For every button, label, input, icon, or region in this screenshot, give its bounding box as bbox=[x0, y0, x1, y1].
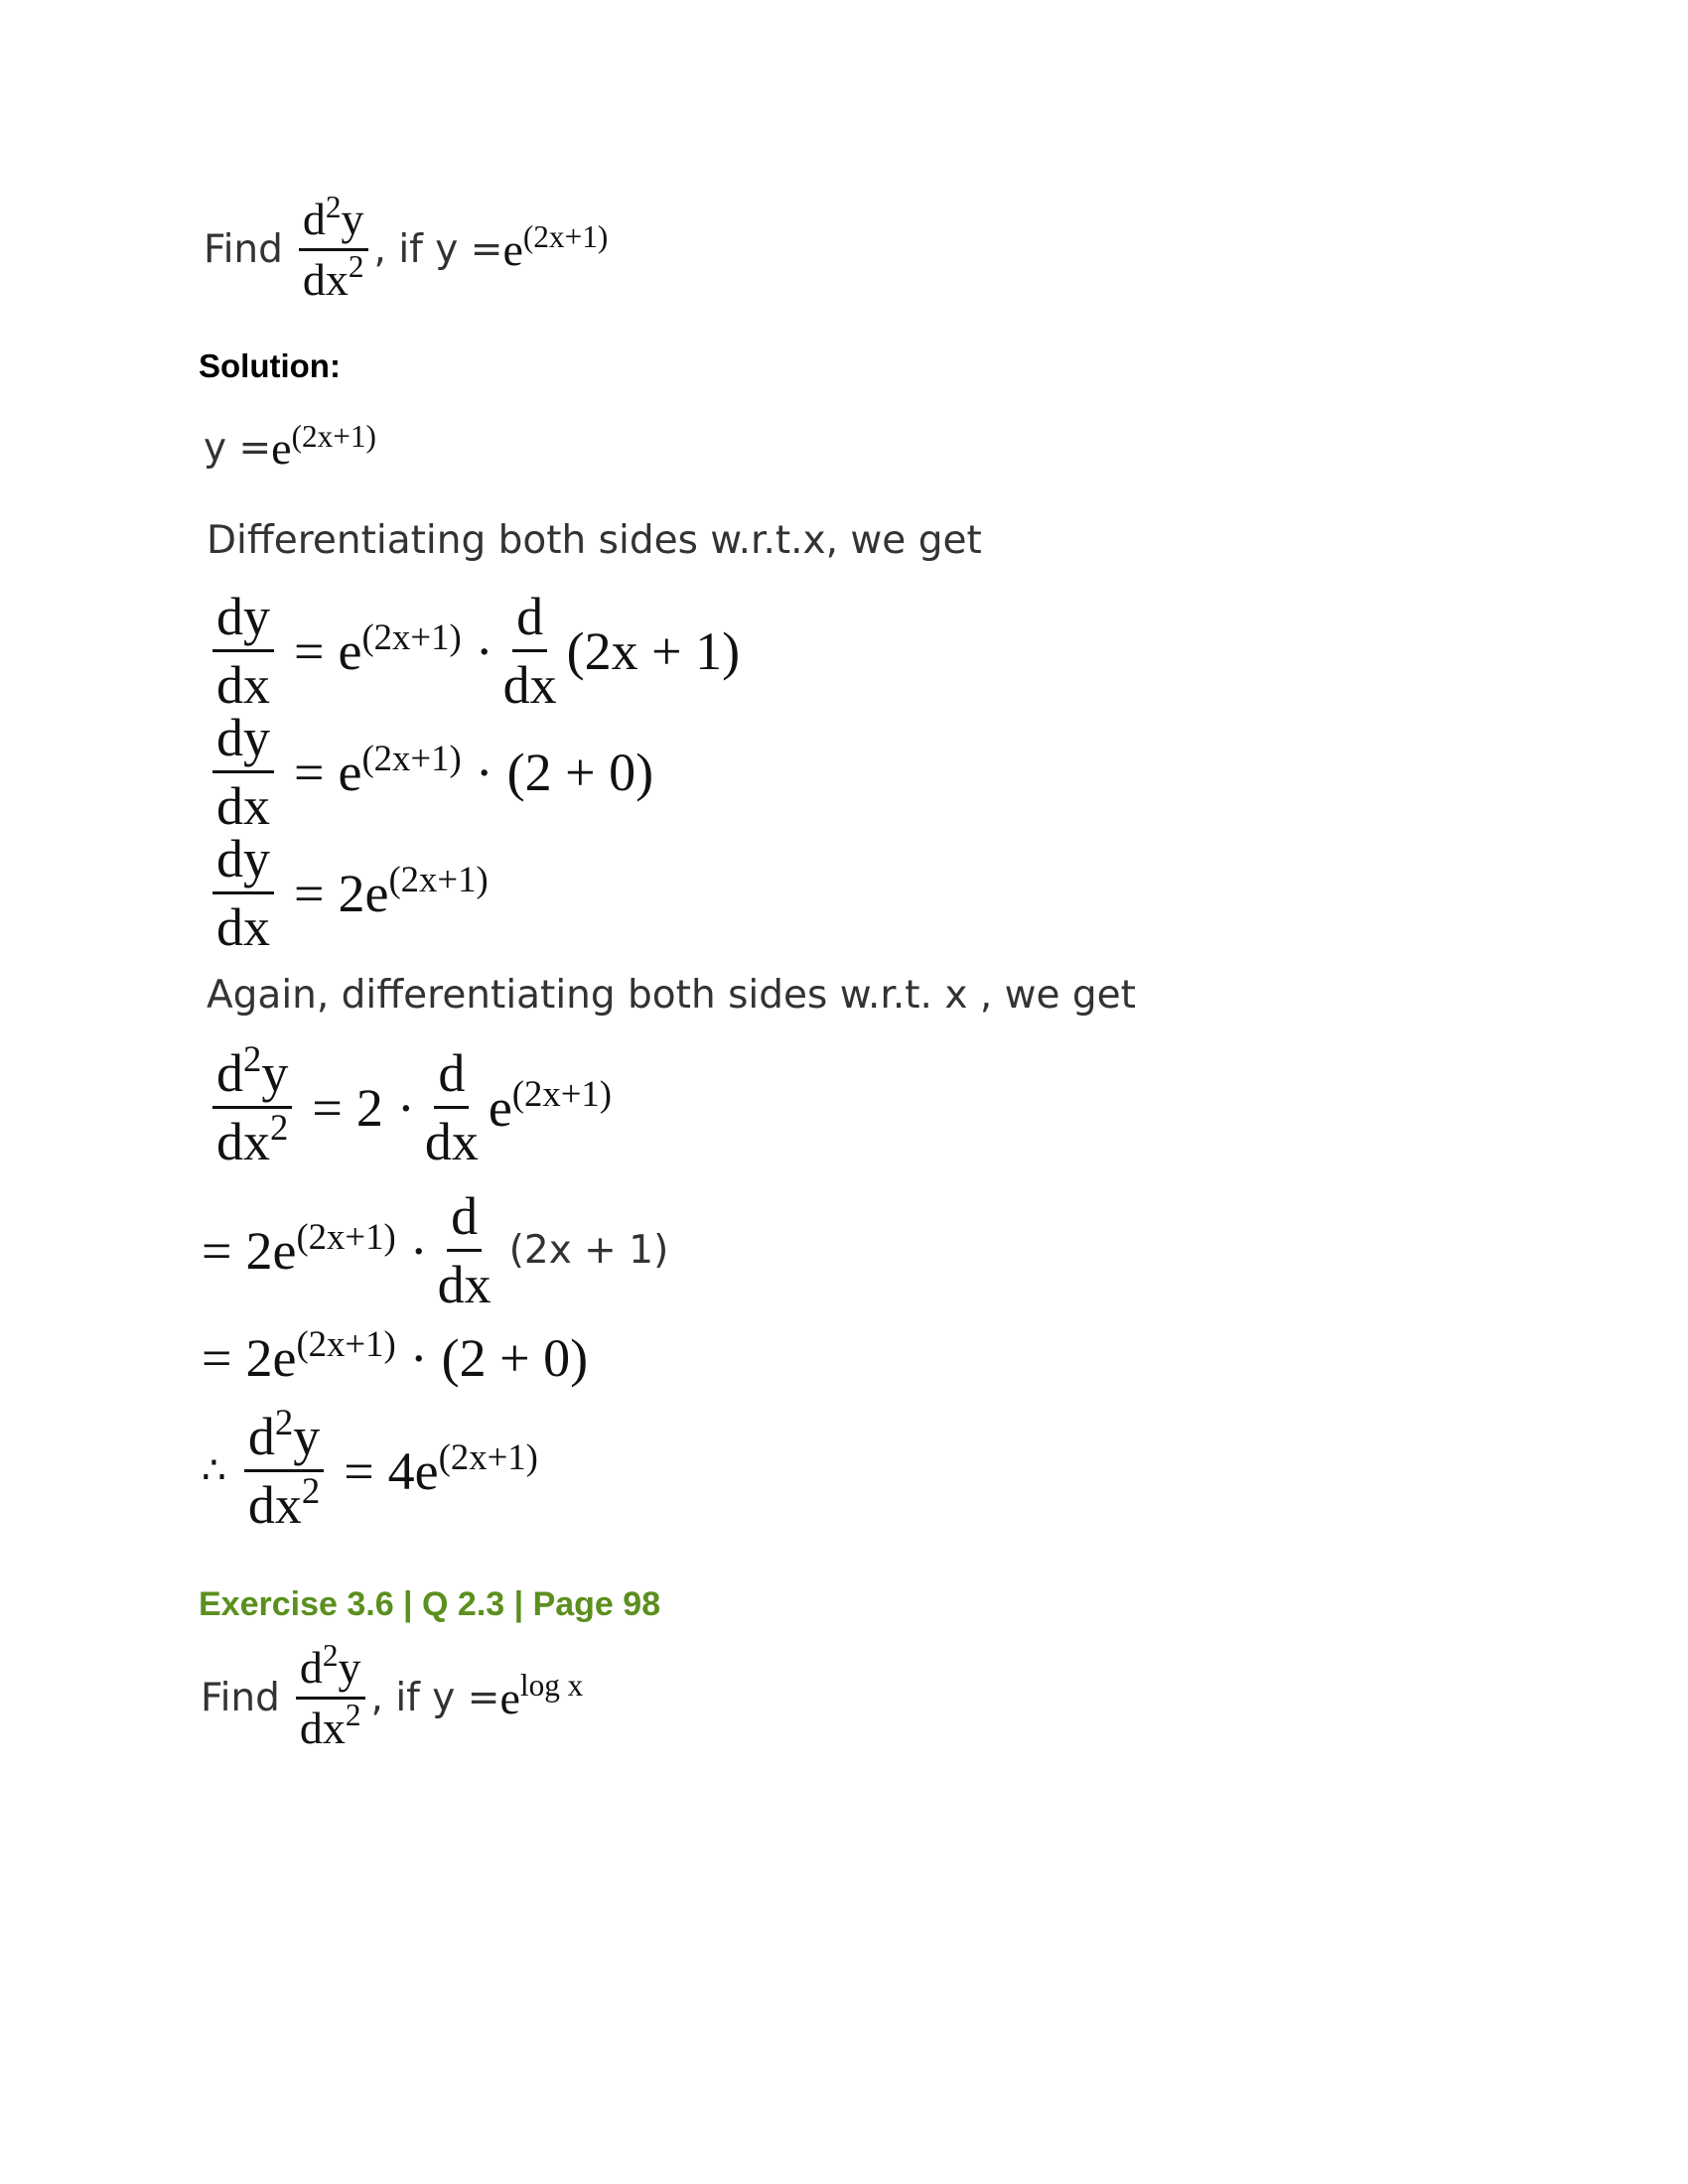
step-5-equation bbox=[202, 1187, 668, 1314]
condition-text: , if y = bbox=[370, 1675, 500, 1720]
differentiating-text: Differentiating both sides w.r.t.x, we get bbox=[207, 518, 982, 563]
d-dx-operator: $\frac{d}{dx}$ bbox=[437, 1186, 492, 1315]
inner-derivative: (2 + 0) bbox=[506, 742, 654, 802]
given-function-line bbox=[204, 418, 376, 475]
inner-argument: (2x + 1) bbox=[508, 1228, 669, 1274]
exp-term: $e^{(2x+1)}$ bbox=[338, 615, 462, 681]
dy-dx-fraction: $\frac{dy}{dx}$ bbox=[212, 588, 274, 715]
problem-2-statement bbox=[201, 1637, 584, 1753]
problem-1-statement bbox=[204, 189, 609, 305]
second-derivative-result: $4e^{(2x+1)}$ bbox=[387, 1435, 538, 1501]
exp-term: $e^{(2x+1)}$ bbox=[338, 737, 462, 802]
dot-operator: · bbox=[409, 1328, 428, 1388]
dot-operator: · bbox=[409, 1220, 428, 1281]
equals-sign: = bbox=[202, 1220, 232, 1281]
second-derivative-fraction: $\frac{d^2y}{dx^2}$ bbox=[244, 1408, 324, 1535]
step-7-result bbox=[202, 1401, 538, 1536]
step-1-equation bbox=[207, 588, 740, 715]
exp-term: $e^{(2x+1)}$ bbox=[488, 1072, 613, 1138]
inner-argument: (2x + 1) bbox=[566, 620, 741, 681]
dot-operator: · bbox=[475, 742, 493, 802]
step-2-equation bbox=[207, 709, 653, 836]
therefore-symbol: ∴ bbox=[202, 1449, 226, 1493]
find-word: Find bbox=[201, 1675, 280, 1720]
second-derivative-fraction: $\frac{d^2y}{dx^2}$ bbox=[212, 1044, 292, 1171]
second-derivative-fraction: $\frac{d^2y}{dx^2}$ bbox=[296, 1643, 365, 1752]
step-4-equation bbox=[207, 1037, 613, 1172]
solution-label: Solution: bbox=[199, 347, 341, 384]
equals-sign: = bbox=[312, 1077, 343, 1138]
d-dx-operator: $\frac{d}{dx}$ bbox=[424, 1043, 479, 1172]
function-expression: $e^{(2x+1)}$ bbox=[502, 219, 609, 275]
step-3-equation bbox=[207, 830, 489, 957]
dy-dx-fraction: $\frac{dy}{dx}$ bbox=[212, 830, 274, 957]
dot-operator: · bbox=[475, 620, 493, 681]
condition-text: , if y = bbox=[373, 226, 503, 272]
find-word: Find bbox=[204, 226, 283, 272]
d-dx-operator: $\frac{d}{dx}$ bbox=[502, 587, 557, 716]
again-differentiating-text: Again, differentiating both sides w.r.t. x , we get bbox=[207, 973, 1136, 1018]
second-derivative-fraction: $\frac{d^2y}{dx^2}$ bbox=[299, 195, 368, 304]
equals-sign: = bbox=[294, 620, 325, 681]
exercise-reference: Exercise 3.6 | Q 2.3 | Page 98 bbox=[199, 1585, 661, 1623]
step-6-equation bbox=[202, 1322, 589, 1389]
dy-dx-fraction: $\frac{dy}{dx}$ bbox=[212, 709, 274, 836]
function-expression: $e^{log x}$ bbox=[499, 1668, 584, 1723]
inner-derivative: (2 + 0) bbox=[441, 1328, 589, 1388]
given-rhs: $e^{(2x+1)}$ bbox=[271, 418, 376, 474]
first-derivative-result: $2e^{(2x+1)}$ bbox=[338, 858, 489, 923]
given-lhs: y = bbox=[204, 426, 272, 471]
equals-sign: = bbox=[344, 1440, 374, 1501]
coefficient: 2 bbox=[355, 1077, 383, 1138]
dot-operator: · bbox=[396, 1077, 415, 1138]
equals-sign: = bbox=[294, 742, 325, 802]
equals-sign: = bbox=[294, 863, 325, 923]
exp-term: $2e^{(2x+1)}$ bbox=[245, 1215, 396, 1281]
equals-sign: = bbox=[202, 1328, 232, 1388]
exp-term: $2e^{(2x+1)}$ bbox=[245, 1322, 396, 1388]
